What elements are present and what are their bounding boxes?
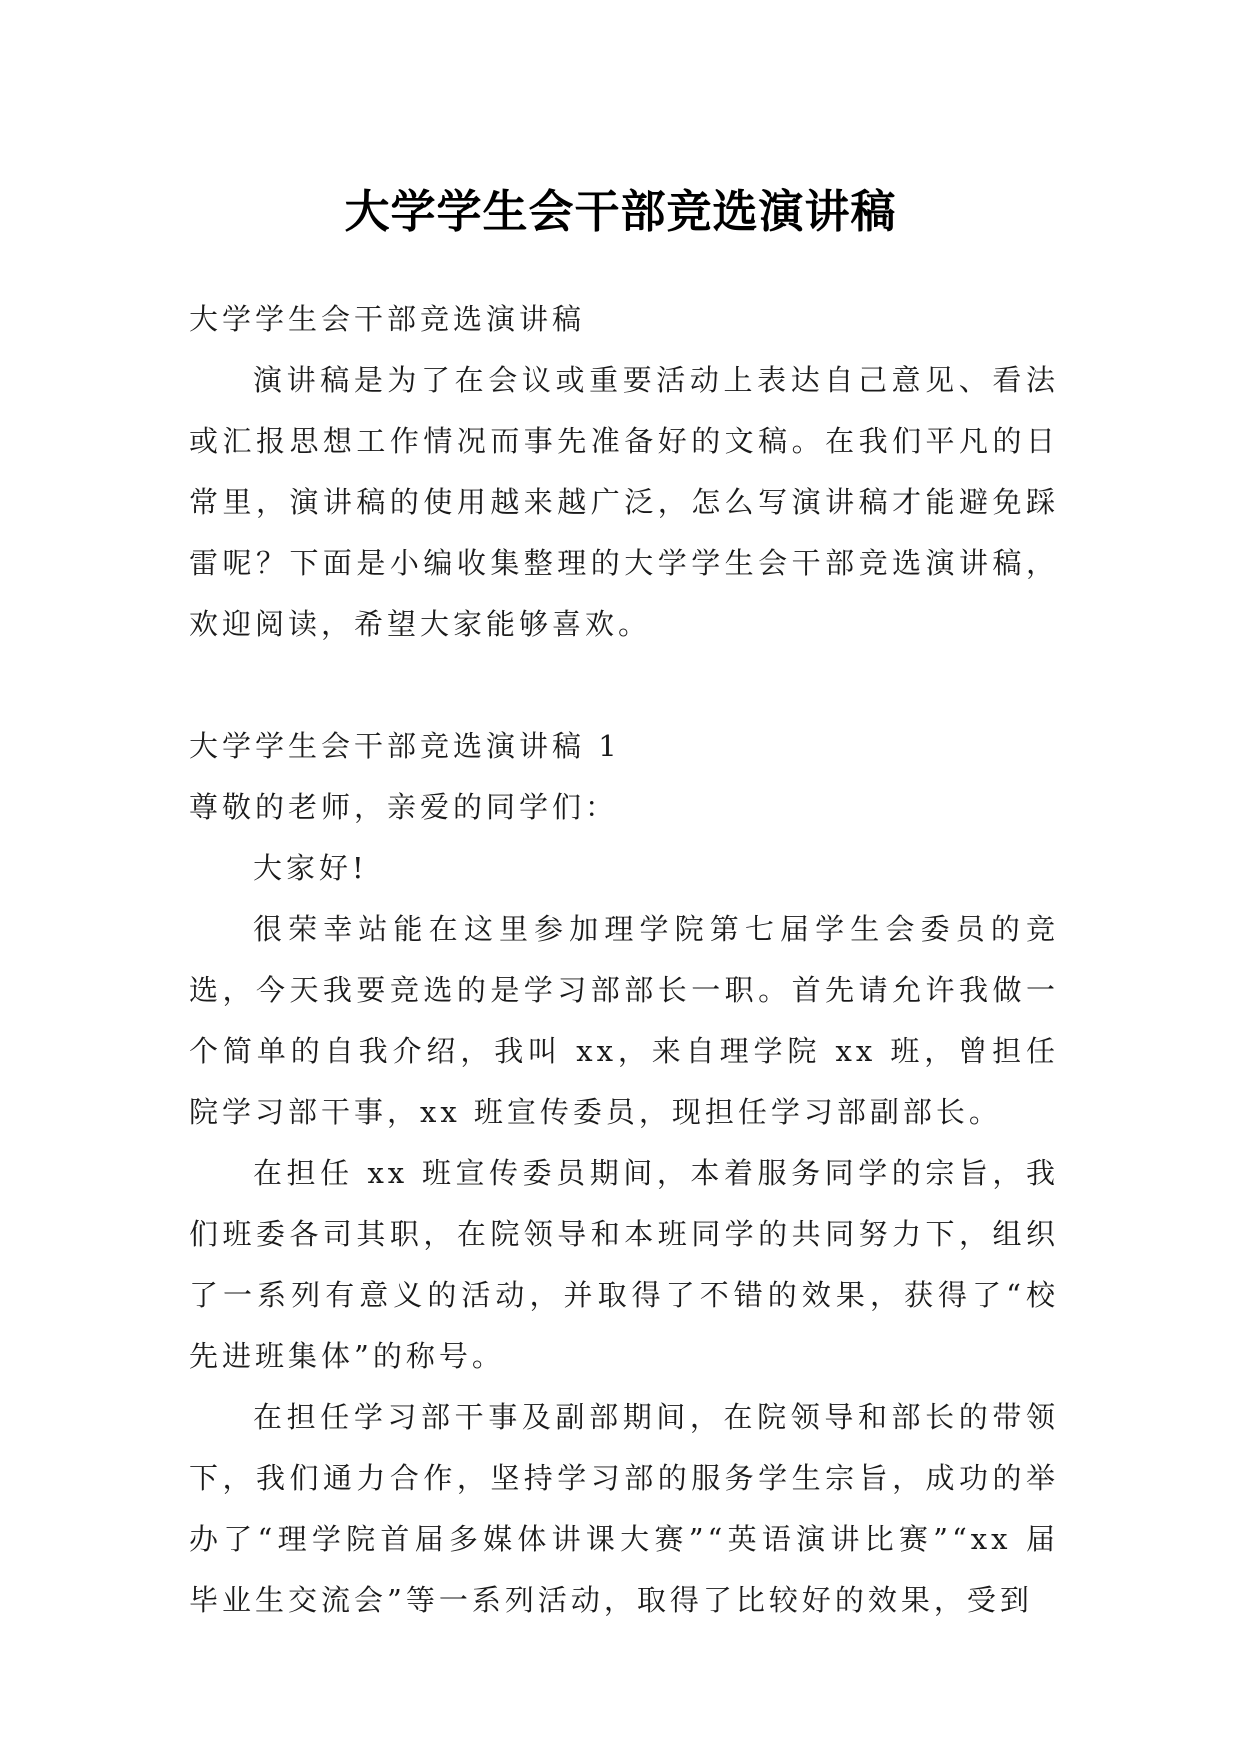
greeting: 大家好! — [253, 851, 368, 885]
body-paragraph: 很荣幸站能在这里参加理学院第七届学生会委员的竞选，今天我要竞选的是学习部部长一职。首先请允许我做一个简单的自我介绍，我叫 xx，来自理学院 xx 班，曾担任院学习部干事，xx 班宣传委员，现担任学习部副部长。 — [189, 912, 1059, 1129]
intro-paragraph: 演讲稿是为了在会议或重要活动上表达自己意见、看法或汇报思想工作情况而事先准备好的文稿。在我们平凡的日常里，演讲稿的使用越来越广泛，怎么写演讲稿才能避免踩雷呢？下面是小编收集整理的大学学生会干部竞选演讲稿，欢迎阅读，希望大家能够喜欢。 — [189, 363, 1059, 641]
body-paragraph: 在担任 xx 班宣传委员期间，本着服务同学的宗旨，我们班委各司其职，在院领导和本班同学的共同努力下，组织了一系列有意义的活动，并取得了不错的效果，获得了“校先进班集体”的称号。 — [189, 1156, 1059, 1373]
section-spacer — [189, 655, 1059, 716]
salutation: 尊敬的老师，亲爱的同学们： — [189, 790, 619, 824]
body-paragraph: 在担任学习部干事及副部期间，在院领导和部长的带领下，我们通力合作，坚持学习部的服务学生宗旨，成功的举办了“理学院首届多媒体讲课大赛”“英语演讲比赛”“xx 届毕业生交流会”等一系列活动，取得了比较好的效果，受到 — [189, 1400, 1059, 1617]
document-title: 大学学生会干部竞选演讲稿 — [344, 185, 897, 239]
document-subtitle: 大学学生会干部竞选演讲稿 — [189, 302, 586, 336]
document-body — [189, 289, 1059, 1631]
section-heading: 大学学生会干部竞选演讲稿 1 — [189, 729, 621, 763]
